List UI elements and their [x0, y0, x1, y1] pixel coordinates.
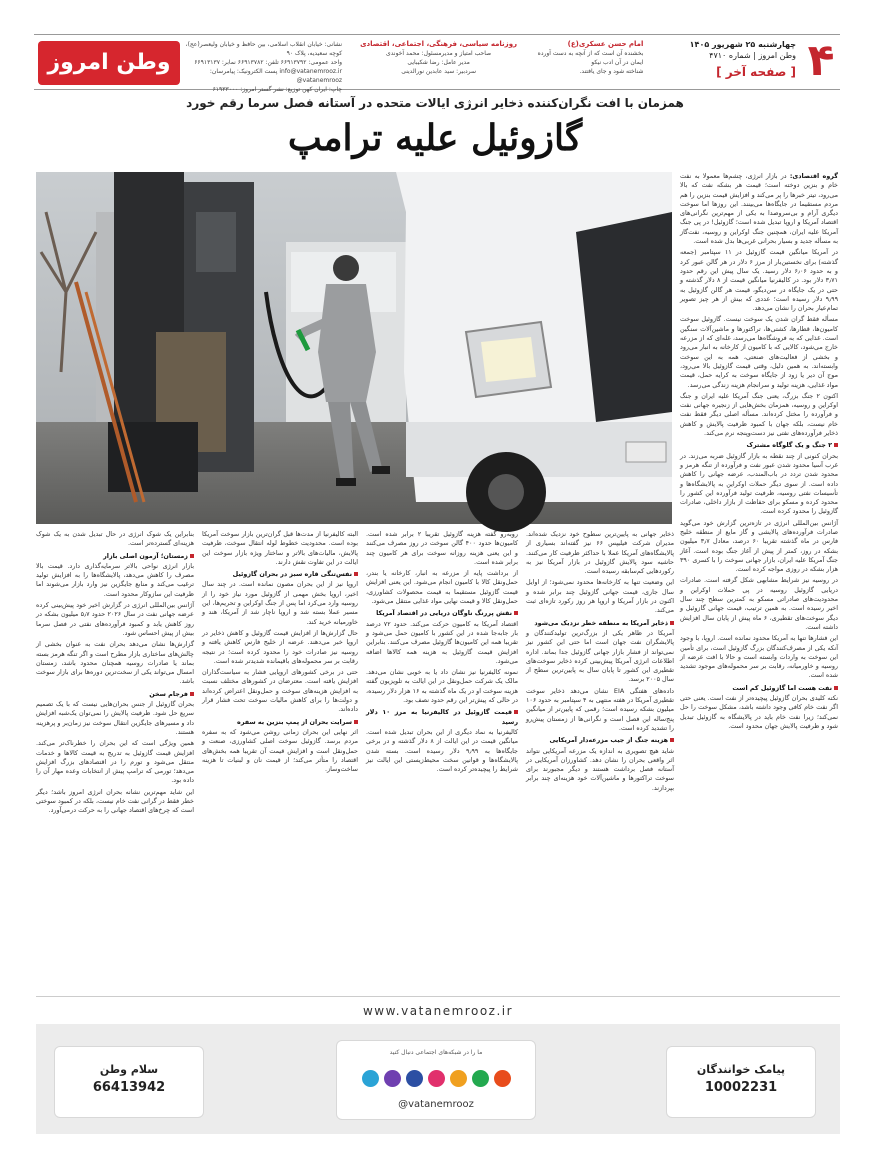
- paragraph: نکته کلیدی بحران گازوئیل پیچیده‌تر از نفت است. یعنی حتی اگر نفت خام کافی وجود داشته باشد، مشکل سوخت را حل نمی‌کند؛ زیرا نفت خام باید در پالایشگاه به گازوئیل تبدیل شود و ظرفیت پالایش جهان محدود است.: [680, 694, 838, 730]
- article-lead-label: گروه اقتصادی:: [789, 172, 838, 180]
- square-bullet-icon: [514, 611, 518, 615]
- square-bullet-icon: [354, 572, 358, 576]
- square-bullet-icon: [834, 686, 838, 690]
- quote-author: امام حسن عسکری(ع): [567, 40, 644, 48]
- social-handle[interactable]: @vatanemrooz: [398, 1099, 474, 1110]
- article-column-3: [366, 530, 518, 902]
- social-icons: [337, 1070, 535, 1087]
- paragraph: حتی در برخی کشورهای اروپایی فشار به سیاست‌گذاران افزایش یافته است. معترضان در کشورهای مختلف نسبت به افزایش هزینه‌های سوخت و حمل‌ونقل اعتراض کرده‌اند و دولت‌ها را برای کاهش مالیات سوخت تحت فشار قرار داده‌اند.: [202, 668, 358, 714]
- subheading: نقش پررنگ ناوگان دریایی در اقتصاد آمریکا: [366, 609, 518, 618]
- paragraph: نمونه کالیفرنیا نیز نشان داد یا به خوبی نشان می‌دهد. مالک یک شرکت حمل‌ونقل در این ایالت به تلویزیون گفته هزینه سوخت او در یک ماه گذشته به ۱۶ هزار دلار رسیده، در حالی که پیش‌تر این رقم حدود نصف بود.: [366, 668, 518, 705]
- paragraph: روبه‌رو گفته هزینه گازوئیل تقریبا ۲ برابر شده است. کامیون‌ها حدود ۴۰۰ گالن سوخت در روز مصرف می‌کنند و این یعنی هزینه روزانه سوخت برای هر کامیون چند برابر شده است.: [366, 530, 518, 566]
- paragraph: در بازار انرژی، چشم‌ها معمولا به نفت خام و بنزین دوخته است؛ قیمت هر بشکه نفت که بالا می‌رود، تیتر خبرها را پر می‌کند و افزایش قیمت بنزین را هم مردم مستقیما در جایگاه‌ها می‌بینند. این روزها اما سوخت دیگری آرام و بی‌سروصدا به یکی از مهم‌ترین نگرانی‌های اقتصاد آمریکا و اروپا تبدیل شده است؛ گازوئیل! در پی جنگ آمریکا علیه ایران، همچنین جنگ اوکراین و روسیه، نفت‌گاز به مسأله جدید و بسیار بحرانی غربی‌ها بدل شده است.: [680, 172, 838, 246]
- contact-address: نشانی: خیابان انقلاب اسلامی، بین حافظ و خیابان ولیعصر(عج)، کوچه سعیدیه، پلاک ۹۰: [185, 41, 343, 57]
- publisher-info: [348, 35, 529, 89]
- issue-info: [649, 35, 802, 89]
- paragraph: اکنون ۲ جنگ بزرگ، یعنی جنگ آمریکا علیه ایران و جنگ اوکراین و روسیه، همزمان بخش‌هایی از زنجیره جهانی نفت و فرآورده را مختل کرده‌اند. مسأله اصلی دیگر فقط نفت خام نیست، بلکه جهان با کمبود ظرفیت پالایش و کاهش ذخایر فرآورده‌های نفتی نیز دست‌وپنجه نرم می‌کند.: [680, 391, 838, 438]
- paragraph: این فشارها تنها به آمریکا محدود نمانده است. اروپا، با وجود آنکه یکی از مصرف‌کنندگان بزرگ گازوئیل است، برای تأمین این سوخت به واردات وابسته است و حالا با افت عرضه از روسیه و خاورمیانه، رقابت بر سر محموله‌های موجود تشدید شده است.: [680, 634, 838, 680]
- contact-print: چاپ: ایران کهن توزیع: نشر گستر امروز: ۶۱۹۳۳۰۰۰: [212, 86, 343, 93]
- section-label: [ صفحه آخر ]: [716, 65, 796, 79]
- square-bullet-icon: [834, 443, 838, 447]
- sms-title: پیامک خوانندگان: [696, 1063, 786, 1076]
- paragraph: در آمریکا میانگین قیمت گازوئیل در ۱۱ سپتامبر (جمعه گذشته) برای نخستین‌بار از مرز ۶ دلار در هر گالن عبور کرد و به حدود ۶٫۰۶ دلار رسید. یک سال پیش این رقم حدود ۳٫۷۱ دلار بود. در کالیفرنیا میانگین قیمت از ۸ دلار گذشته و حتی در یک جایگاه در سن‌دیگو، قیمت هر گالن گازوئیل به ۹٫۹۹ دلار رسیده است؛ عددی که بیش از هر چیز تصویر تمام‌عیار بحران را نشان می‌دهد.: [680, 248, 839, 313]
- paragraph: ذخایر جهانی به پایین‌ترین سطوح خود نزدیک شده‌اند. مدیران شرکت فیلیپس ۶۶ نیز گفته‌اند بسیاری از پالایشگاه‌های آمریکا عملا با حداکثر ظرفیت کار می‌کنند. حاشیه سود پالایش گازوئیل در بازار آمریکا نیز به رکوردهایی کم‌سابقه رسیده است.: [526, 530, 674, 576]
- subheading: فرجام سخن: [36, 690, 194, 699]
- article-column-2: [526, 530, 674, 902]
- masthead: [34, 34, 840, 93]
- paragraph: داده‌های هفتگی EIA نشان می‌دهد ذخایر سوخت تقطیری آمریکا در هفته منتهی به ۴ سپتامبر به حدود ۱۰۶ میلیون بشکه رسیده است؛ رقمی که پایین‌تر از میانگین پنج‌ساله این فصل است و نگرانی‌ها از زمستان پیش‌رو را تشدید کرده است.: [526, 686, 674, 732]
- issue-number: وطن امروز | شماره ۴۷۱۰: [709, 51, 796, 60]
- daily-quote: [529, 35, 649, 89]
- paragraph: بازار انرژی نواحی بالاتر سرمایه‌گذاری دارد. قیمت بالا مصرف را کاهش می‌دهد، پالایشگاه‌ها را به افزایش تولید ترغیب می‌کند و منابع جایگزین نیز وارد بازار می‌شوند اما ظرفیت این سازوکار محدود است.: [36, 561, 194, 598]
- subheading: نفس‌تنگی قاره سبز در بحران گازوئیل: [202, 570, 358, 579]
- article-kicker: همزمان با افت نگران‌کننده ذخایر انرژی ایالات متحده در آستانه فصل سرما رقم خورد: [186, 96, 684, 110]
- quote-line-2: شناخته شود و جای یافتند.: [579, 68, 644, 75]
- paragraph: آمریکا در ظاهر یکی از بزرگ‌ترین تولیدکنندگان و پالایشگران نفت جهان است اما حتی این کشور نیز نمی‌تواند از فشار بازار جهانی گازوئیل جدا بماند. اداره اطلاعات انرژی آمریکا پیش‌بینی کرده ذخایر سوخت‌های تقطیری این کشور تا پایان سال به پایین‌ترین سطح از سال ۲۰۰۵ برسد.: [526, 628, 674, 684]
- publisher-ceo: مدیر عامل: رضا شکیبایی: [407, 59, 470, 66]
- paragraph: شاید هیچ تصویری به اندازه یک مزرعه آمریکایی نتواند اثر واقعی بحران را نشان دهد. کشاورزان آمریکایی در آستانه فصل برداشت هستند و دیگر مجبورند برای سوخت تراکتورها و ماشین‌آلات خود هزینه‌ای چند برابر بپردازند.: [526, 746, 674, 792]
- article-column-4: [202, 530, 358, 902]
- paragraph: این شاید مهم‌ترین نشانه بحران انرژی امروز باشد؛ دیگر خطر فقط در گرانی نفت خام نیست، بلکه در کمبود سوختی است که چرخ‌های اقتصاد جهانی را به حرکت درمی‌آورد.: [36, 787, 194, 815]
- quote-line-1: بخشنده آن است که از آنچه به دست آورده ایمان در آن ادب نیکو: [537, 50, 644, 66]
- telegram-icon[interactable]: [362, 1070, 379, 1087]
- square-bullet-icon: [354, 720, 358, 724]
- paragraph: اقتصاد آمریکا به کامیون حرکت می‌کند. حدود ۷۲ درصد بار جابه‌جا شده در این کشور با کامیون حمل می‌شود و تقریبا همه این کامیون‌ها گازوئیل مصرف می‌کنند. بنابراین افزایش قیمت گازوئیل به هزینه همه کالاها اضافه می‌شود.: [366, 619, 518, 665]
- paragraph: این وضعیت تنها به کارخانه‌ها محدود نمی‌شود؛ از اوایل سال جاری، قیمت جهانی گازوئیل چند برابر شده و اکنون در بازار آمریکا و اروپا هر روز رکورد تازه‌ای ثبت می‌کند.: [526, 578, 674, 615]
- paragraph: اثر نهایی این بحران زمانی روشن می‌شود که به سفره مردم برسد. گازوئیل سوخت اصلی کشاورزی، صنعت و حمل‌ونقل است و افزایش قیمت آن تقریبا همه بخش‌های اقتصاد را متأثر می‌کند؛ از قیمت نان و لبنیات تا هزینه ساخت‌وساز.: [202, 727, 358, 774]
- contact-info: [176, 35, 348, 93]
- article-headline: گازوئیل علیه ترامپ: [287, 117, 583, 159]
- paragraph: از برداشت پایه از مزرعه به انبار، کارخانه یا بندر، حمل‌ونقل کالا با کامیون انجام می‌شود. این یعنی افزایش قیمت گازوئیل مستقیما به قیمت محصولات کشاورزی، حمل‌ونقل کالا و قیمت نهایی مواد غذایی منتقل می‌شود.: [366, 569, 518, 606]
- publisher-owner: صاحب امتیاز و مدیرمسئول: محمد آخوندی: [386, 50, 492, 57]
- sms-box: [666, 1046, 816, 1118]
- publisher-editor: سردبیر: سید عابدین نورالدینی: [401, 68, 476, 75]
- paragraph: آژانس بین‌المللی انرژی در گزارش اخیر خود پیش‌بینی کرده عرضه جهانی نفت در سال ۲۰۲۶ حدود ۵٫۷ میلیون بشکه در روز کاهش یابد و کمبود فرآورده‌های نفتی در فصل سرما بیش از پیش احساس شود.: [36, 601, 194, 637]
- square-bullet-icon: [190, 554, 194, 558]
- subheading: سرایت بحران از پمپ بنزین به سفره: [202, 718, 358, 727]
- page-number: ۴: [807, 35, 835, 86]
- paragraph: البته کالیفرنیا از مدت‌ها قبل گران‌ترین بازار سوخت آمریکا بوده است. محدودیت خطوط لوله انتقال سوخت، ظرفیت پالایش، مالیات‌های بالاتر و ساختار ویژه بازار سوخت این ایالت در این تفاوت نقش دارند.: [202, 530, 358, 566]
- paragraph: کالیفرنیا به نماد دیگری از این بحران تبدیل شده است. میانگین قیمت در این ایالت از ۸ دلار گذشته و در برخی جایگاه‌ها به ۹٫۹۹ دلار رسیده است. بسته شدن پالایشگاه‌ها و قوانین سخت محیط‌زیستی این ایالت نیز شرایط را پیچیده‌تر کرده است.: [366, 727, 518, 774]
- article-column-1: [680, 172, 838, 902]
- paragraph: اروپا نیز از این بحران مصون نمانده است. در چند سال اخیر، اروپا بخش مهمی از گازوئیل مورد نیاز خود را از روسیه وارد می‌کرد اما پس از جنگ اوکراین و تحریم‌ها، این مسیر عملا بسته شد و اروپا ناچار شد از آمریکا، هند و خاورمیانه خرید کند.: [202, 580, 358, 626]
- contact-email: info@vatanemrooz.ir پست الکترونیک: پیامرسان: vatanemrooz@: [209, 68, 343, 84]
- subheading: ۲ جنگ و یک گلوگاه مشترک: [680, 441, 838, 450]
- paragraph: حال گزارش‌ها از افزایش قیمت گازوئیل و کاهش ذخایر در اروپا خبر می‌دهند. عرضه از خلیج فارس کاهش یافته و روسیه نیز صادرات خود را محدود کرده است؛ در نتیجه رقابت بر سر محموله‌های باقیمانده شدیدتر شده است.: [202, 628, 358, 665]
- paper-description: روزنامه سیاسی، فرهنگی، اجتماعی، اقتصادی: [360, 40, 518, 48]
- paragraph: آژانس بین‌المللی انرژی در تازه‌ترین گزارش خود می‌گوید صادرات فرآورده‌های پالایشی و گاز مایع از منطقه خلیج فارس در ماه گذشته تقریبا ۶۰ درصد، معادل ۳٫۷ میلیون بشکه در روز، کمتر از پیش از آغاز جنگ بوده است. آغاز جنگ آمریکا علیه ایران، بازار جهانی سوخت را با کسری ۳۹۰ هزار بشکه در روزی مواجه کرده است.: [680, 518, 839, 574]
- instagram-icon[interactable]: [428, 1070, 445, 1087]
- square-bullet-icon: [670, 621, 674, 625]
- sms-number[interactable]: 10002231: [704, 1080, 778, 1095]
- social-title: ما را در شبکه‌های اجتماعی دنبال کنید: [389, 1049, 483, 1056]
- square-bullet-icon: [190, 692, 194, 696]
- paragraph: بنابراین یک شوک انرژی در حال تبدیل شدن به یک شوک هزینه‌ای گسترده‌تر است.: [36, 530, 194, 548]
- aparat-icon[interactable]: [494, 1070, 511, 1087]
- eitaa-icon[interactable]: [384, 1070, 401, 1087]
- paragraph: بحران کنونی از چند نقطه به بازار گازوئیل ضربه می‌زند. در غرب آسیا محدود شدن عبور نفت و فرآورده از تنگه هرمز و محدود شدن تردد در باب‌المندب، عرضه جهانی را کاهش داده است. از سوی دیگر حملات اوکراین به پالایشگاه‌ها و تأسیسات نفتی روسیه، ظرفیت تولید فرآورده این کشور را محدود کرده و مسکو برای حفاظت از بازار داخلی، صادرات گازوئیل را محدود کرده است.: [680, 451, 838, 516]
- subheading: نفت هست اما گازوئیل کم است: [680, 684, 838, 693]
- contact-phones: واحد عمومی: ۶۶۹۱۳۷۹۲ تلفن: ۶۶۹۱۳۷۸۲ نمابر: ۶۶۹۱۳۱۳۷: [194, 59, 343, 66]
- square-bullet-icon: [514, 710, 518, 714]
- paragraph: همین ویژگی است که این بحران را خطرناک‌تر می‌کند. افزایش قیمت گازوئیل به تدریج به قیمت کالاها و خدمات منتقل می‌شود و تورم را در اقتصادهای بزرگ افزایش می‌دهد؛ تورمی که ترامپ پیش از انتخابات وعده مهار آن را داده بود.: [36, 739, 194, 785]
- article-photo: [36, 172, 672, 524]
- social-box: [336, 1040, 536, 1120]
- website-link[interactable]: www.vatanemrooz.ir: [362, 1004, 514, 1018]
- paragraph: مسأله فقط گران شدن یک سوخت نیست. گازوئیل سوخت کامیون‌ها، قطارها، کشتی‌ها، تراکتورها و ماشین‌آلات سنگین است. غذایی که به فروشگاه‌ها می‌رسد، غله‌ای که از مزرعه خارج می‌شود، کالایی که با کامیون از کارخانه به انبار می‌رود و بخشی از فعالیت‌های صنعتی، همه به این سوخت وابسته‌اند. به همین دلیل، وقتی قیمت گازوئیل بالا می‌رود، موج آن دیر یا زود از جایگاه سوخت به کرایه حمل، قیمت مواد غذایی، هزینه تولید و سرانجام هزینه زندگی می‌رسد.: [680, 315, 838, 389]
- fuel-station-photo: [36, 172, 672, 524]
- logo-wordmark: وطن امروز: [38, 41, 180, 85]
- paragraph: گزارش‌ها نشان می‌دهد بحران نفت به عنوان بخشی از چالش‌های ساختاری بازار مطرح است و اگر تنگه هرمز بسته بماند یا صادرات روسیه همچنان محدود باشد، زمستان امسال می‌تواند یکی از سخت‌ترین دوره‌ها برای بازار سوخت باشد.: [36, 640, 194, 686]
- subheading: زمستان؛ آزمون اصلی بازار: [36, 552, 194, 561]
- soroush-icon[interactable]: [472, 1070, 489, 1087]
- square-bullet-icon: [670, 738, 674, 742]
- subheading: هزینه جنگ از جیب مزرعه‌دار آمریکایی: [526, 736, 674, 745]
- hotline-title: سلام وطن: [99, 1063, 159, 1076]
- subheading: ذخایر آمریکا به منطقه خطر نزدیک می‌شود: [526, 619, 674, 628]
- article-column-5: [36, 530, 194, 902]
- paragraph: در روسیه نیز شرایط مشابهی شکل گرفته است. صادرات دریایی گازوئیل روسیه در پی حملات اوکراین و محدودیت‌های صادراتی مسکو به کمترین سطح چند سال اخیر رسیده است. به همین ترتیب، قیمت جهانی گازوئیل و دیگر سوخت‌های تقطیری، ۶ ماه پیش از پایان سال افزایش داشته است.: [680, 576, 838, 631]
- hotline-box: [54, 1046, 204, 1118]
- newspaper-logo[interactable]: [34, 35, 176, 91]
- footer-divider: [36, 996, 840, 997]
- issue-date: چهارشنبه ۲۵ شهریور ۱۴۰۵: [689, 40, 796, 49]
- paragraph: بحران گازوئیل از جنس بحران‌هایی نیست که با یک تصمیم سریع حل شود. ظرفیت پالایش را نمی‌توان یک‌شبه افزایش داد و مسیرهای جایگزین انتقال سوخت نیز زمان‌بر و پرهزینه هستند.: [36, 700, 194, 736]
- hotline-number[interactable]: 66413942: [92, 1080, 166, 1095]
- bale-icon[interactable]: [406, 1070, 423, 1087]
- subheading: قیمت گازوئیل در کالیفرنیا به مرز ۱۰ دلار رسید: [366, 708, 518, 726]
- rubika-icon[interactable]: [450, 1070, 467, 1087]
